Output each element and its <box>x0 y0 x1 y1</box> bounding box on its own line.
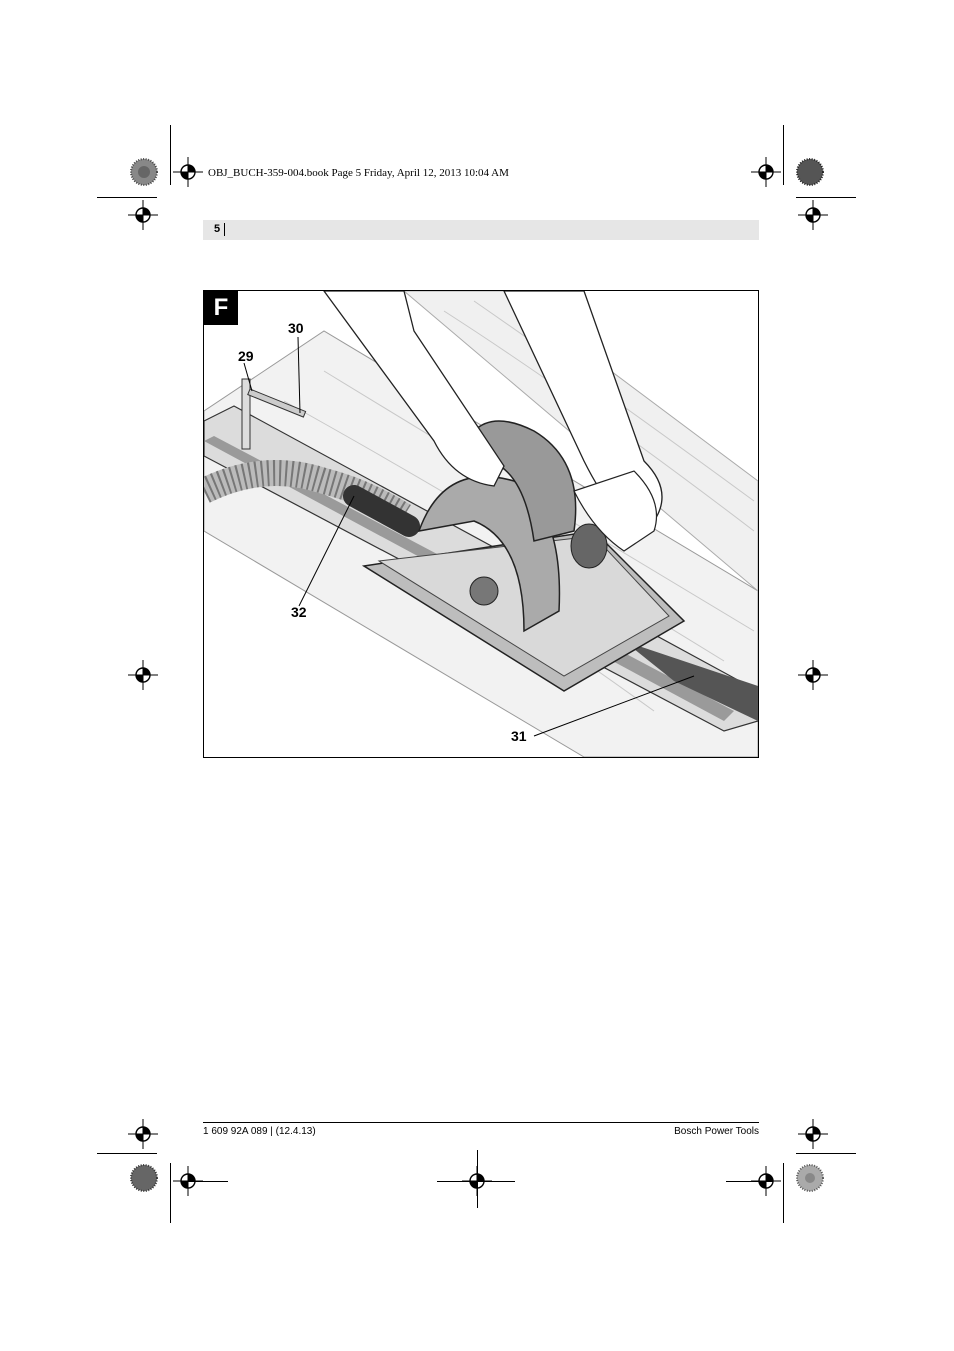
crop-line <box>783 125 784 185</box>
crop-line <box>97 1153 157 1154</box>
registration-mark-icon <box>751 157 781 187</box>
registration-mark-icon <box>128 200 158 230</box>
callout-30: 30 <box>288 320 304 336</box>
registration-mark-icon <box>128 660 158 690</box>
registration-mark-icon <box>173 157 203 187</box>
page-header-bar <box>203 220 759 240</box>
crop-line <box>437 1181 515 1182</box>
callout-29: 29 <box>238 348 254 364</box>
registration-mark-icon <box>798 1119 828 1149</box>
color-density-mark-icon <box>130 1164 158 1197</box>
crop-line <box>170 1163 171 1223</box>
registration-mark-icon <box>798 200 828 230</box>
color-density-mark-icon <box>796 158 824 191</box>
crop-line <box>97 197 157 198</box>
crop-line <box>796 197 856 198</box>
crop-line <box>726 1181 773 1182</box>
figure-f <box>203 290 759 758</box>
brand-label: Bosch Power Tools <box>674 1126 759 1137</box>
page-number-divider <box>224 223 225 236</box>
crop-line <box>796 1153 856 1154</box>
registration-mark-icon <box>798 660 828 690</box>
crop-line <box>477 1150 478 1208</box>
footer-rule <box>203 1122 759 1123</box>
crop-line <box>170 125 171 185</box>
document-code: 1 609 92A 089 | (12.4.13) <box>203 1126 316 1137</box>
crop-line <box>181 1181 228 1182</box>
registration-mark-icon <box>128 1119 158 1149</box>
callout-31: 31 <box>511 728 527 744</box>
figure-letter: F <box>204 291 238 325</box>
callout-32: 32 <box>291 604 307 620</box>
color-density-mark-icon <box>130 158 158 191</box>
crop-line <box>783 1163 784 1223</box>
page-number: 5 <box>214 223 221 235</box>
circular-saw-on-guide-rail-illustration <box>204 291 758 757</box>
book-info-line: OBJ_BUCH-359-004.book Page 5 Friday, April 12, 2013 10:04 AM <box>208 167 509 179</box>
color-density-mark-icon <box>796 1164 824 1197</box>
